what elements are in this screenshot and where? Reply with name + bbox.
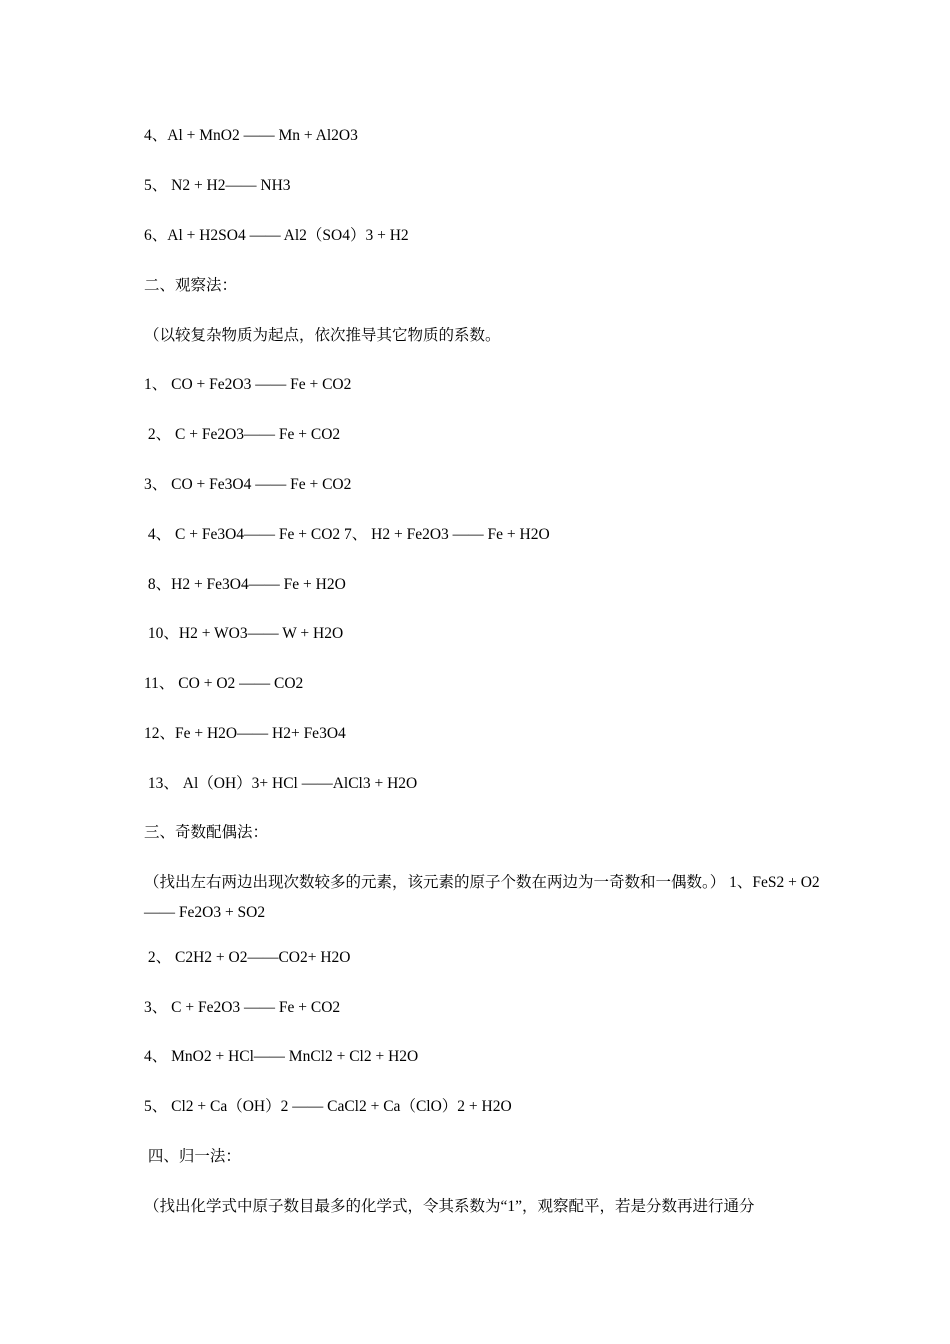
paragraph-line: （以较复杂物质为起点，依次推导其它物质的系数。	[144, 327, 501, 344]
equation-line: 13、 Al（OH）3+ HCl ——AlCl3 + H2O	[144, 775, 418, 792]
section-heading: 三、奇数配偶法：	[144, 824, 269, 841]
equation-line: 5、 Cl2 + Ca（OH）2 —— CaCl2 + Ca（ClO）2 + H2O	[144, 1098, 512, 1115]
equation-line: 8、H2 + Fe3O4—— Fe + H2O	[144, 576, 346, 593]
equation-line: 4、Al + MnO2 —— Mn + Al2O3	[144, 127, 358, 144]
paragraph-line: （找出化学式中原子数目最多的化学式，令其系数为“1”，观察配平，若是分数再进行通分	[144, 1198, 755, 1215]
section-heading: 四、归一法：	[144, 1148, 241, 1165]
equation-line: 4、 C + Fe3O4—— Fe + CO2 7、 H2 + Fe2O3 —— Fe + H2O	[144, 526, 550, 543]
equation-line: 5、 N2 + H2—— NH3	[144, 177, 291, 194]
equation-line: 12、Fe + H2O—— H2+ Fe3O4	[144, 725, 346, 742]
equation-line: 2、 C2H2 + O2——CO2+ H2O	[144, 949, 351, 966]
equation-line: 1、 CO + Fe2O3 —— Fe + CO2	[144, 376, 352, 393]
equation-line: 3、 C + Fe2O3 —— Fe + CO2	[144, 999, 341, 1016]
equation-line: 4、 MnO2 + HCl—— MnCl2 + Cl2 + H2O	[144, 1048, 419, 1065]
equation-line: 10、H2 + WO3—— W + H2O	[144, 625, 344, 642]
equation-line: 2、 C + Fe2O3—— Fe + CO2	[144, 426, 341, 443]
equation-line: 3、 CO + Fe3O4 —— Fe + CO2	[144, 476, 352, 493]
section-heading: 二、观察法：	[144, 277, 238, 294]
equation-line: 6、Al + H2SO4 —— Al2（SO4）3 + H2	[144, 227, 409, 244]
paragraph-line: （找出左右两边出现次数较多的元素，该元素的原子个数在两边为一奇数和一偶数。） 1、FeS2 + O2 —— Fe2O3 + SO2	[144, 874, 820, 921]
equation-line: 11、 CO + O2 —— CO2	[144, 675, 304, 692]
